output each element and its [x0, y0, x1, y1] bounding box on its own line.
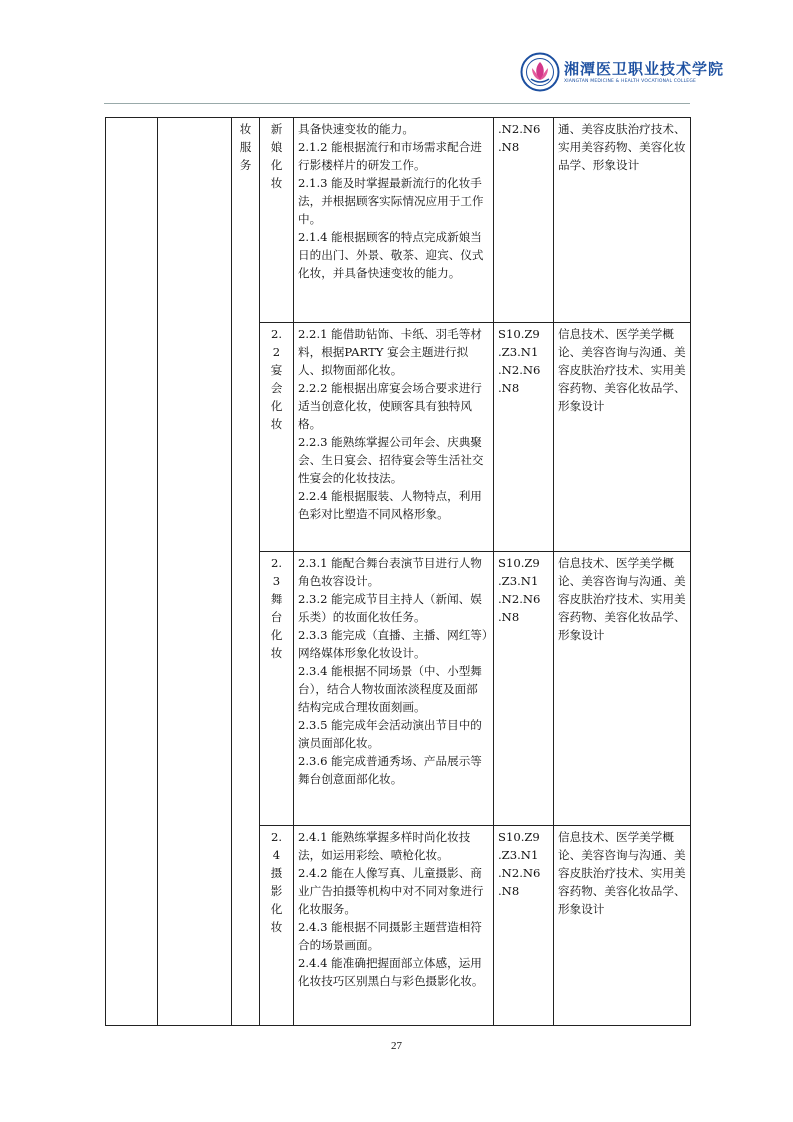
requirement-item: 2.2.1 能借助钻饰、卡纸、羽毛等材料，根据PARTY 宴会主题进行拟人、拟物面部化妆。 [298, 327, 482, 377]
sub-category-label: 2.2宴会化妆 [270, 327, 283, 431]
requirement-item: 2.3.4 能根据不同场景（中、小型舞台），结合人物妆面浓淡程度及面部结构完成合理妆面刻画。 [298, 664, 482, 714]
code-line: S10.Z9 [498, 830, 540, 844]
page-header [520, 52, 725, 96]
code-line: .Z3.N1 [498, 345, 539, 359]
code-line: .Z3.N1 [498, 848, 539, 862]
code-cell [494, 826, 554, 1026]
page-number: 27 [391, 1040, 402, 1052]
code-cell [494, 118, 554, 323]
requirement-item: 2.3.1 能配合舞台表演节目进行人物角色妆容设计。 [298, 556, 482, 588]
sub-category-label: 2.4摄影化妆 [270, 830, 283, 934]
sub-category-cell [260, 323, 294, 552]
requirement-item: 2.1.2 能根据流行和市场需求配合进行影楼样片的研发工作。 [298, 140, 482, 172]
code-line: .N2.N6 [498, 363, 541, 377]
school-name-en: XIANGTAN MEDICINE & HEALTH VOCATIONAL COLLEGE [564, 79, 697, 84]
requirement-item: 2.3.5 能完成年会活动演出节目中的演员面部化妆。 [298, 718, 482, 750]
course-cell: 信息技术、医学美学概论、美容咨询与沟通、美容皮肤治疗技术、实用美容药物、美容化妆品学、形象设计 [554, 826, 691, 1026]
top-category-label: 妆服务 [239, 122, 252, 172]
top-category-cell [232, 118, 260, 1026]
requirement-item: 2.3.3 能完成（直播、主播、网红等）网络媒体形象化妆设计。 [298, 628, 488, 660]
code-line: .N2.N6 [498, 122, 541, 136]
requirements-cell [294, 552, 494, 826]
course-cell: 信息技术、医学美学概论、美容咨询与沟通、美容皮肤治疗技术、实用美容药物、美容化妆品学、形象设计 [554, 552, 691, 826]
curriculum-table [105, 117, 691, 1026]
requirement-item: 2.4.3 能根据不同摄影主题营造相符合的场景画面。 [298, 920, 482, 952]
code-line: .N2.N6 [498, 866, 541, 880]
code-line: .N8 [498, 884, 520, 898]
requirement-item: 2.4.1 能熟练掌握多样时尚化妆技法，如运用彩绘、喷枪化妆。 [298, 830, 471, 862]
requirement-item: 2.3.6 能完成普通秀场、产品展示等舞台创意面部化妆。 [298, 754, 482, 786]
college-seal-icon [520, 52, 560, 92]
requirement-item: 2.1.3 能及时掌握最新流行的化妆手法，并根据顾客实际情况应用于工作中。 [298, 176, 484, 226]
code-cell [494, 323, 554, 552]
code-line: .N8 [498, 610, 520, 624]
sub-category-cell [260, 118, 294, 323]
sub-category-label: 2.3舞台化妆 [270, 556, 283, 660]
course-cell: 通、美容皮肤治疗技术、实用美容药物、美容化妆品学、形象设计 [554, 118, 691, 323]
course-cell: 信息技术、医学美学概论、美容咨询与沟通、美容皮肤治疗技术、实用美容药物、美容化妆品学、形象设计 [554, 323, 691, 552]
requirements-cell [294, 826, 494, 1026]
code-line: .N2.N6 [498, 592, 541, 606]
sub-category-label: 新娘化妆 [270, 122, 283, 190]
requirement-item: 具备快速变妆的能力。 [298, 122, 414, 136]
requirements-cell [294, 118, 494, 323]
sub-category-cell [260, 552, 294, 826]
empty-cell-1 [106, 118, 158, 1026]
code-line: .Z3.N1 [498, 574, 539, 588]
code-cell [494, 552, 554, 826]
code-line: S10.Z9 [498, 327, 540, 341]
empty-cell-2 [158, 118, 232, 1026]
code-line: .N8 [498, 140, 520, 154]
requirement-item: 2.3.2 能完成节目主持人（新闻、娱乐类）的妆面化妆任务。 [298, 592, 482, 624]
requirement-item: 2.4.4 能准确把握面部立体感，运用化妆技巧区别黑白与彩色摄影化妆。 [298, 956, 484, 988]
requirement-item: 2.2.4 能根据服装、人物特点，利用色彩对比塑造不同风格形象。 [298, 489, 482, 521]
sub-category-cell [260, 826, 294, 1026]
requirement-item: 2.2.3 能熟练掌握公司年会、庆典聚会、生日宴会、招待宴会等生活社交性宴会的化妆技法。 [298, 435, 484, 485]
school-name-cn: 湘潭医卫职业技术学院 [564, 60, 725, 78]
code-line: .N8 [498, 381, 520, 395]
requirement-item: 2.1.4 能根据顾客的特点完成新娘当日的出门、外景、敬茶、迎宾、仪式化妆，并具备快速变妆的能力。 [298, 230, 484, 280]
requirement-item: 2.2.2 能根据出席宴会场合要求进行适当创意化妆，使顾客具有独特风格。 [298, 381, 482, 431]
code-line: S10.Z9 [498, 556, 540, 570]
requirement-item: 2.4.2 能在人像写真、儿童摄影、商业广告拍摄等机构中对不同对象进行化妆服务。 [298, 866, 484, 916]
table-row [106, 118, 691, 323]
requirements-cell [294, 323, 494, 552]
header-divider [104, 103, 690, 104]
